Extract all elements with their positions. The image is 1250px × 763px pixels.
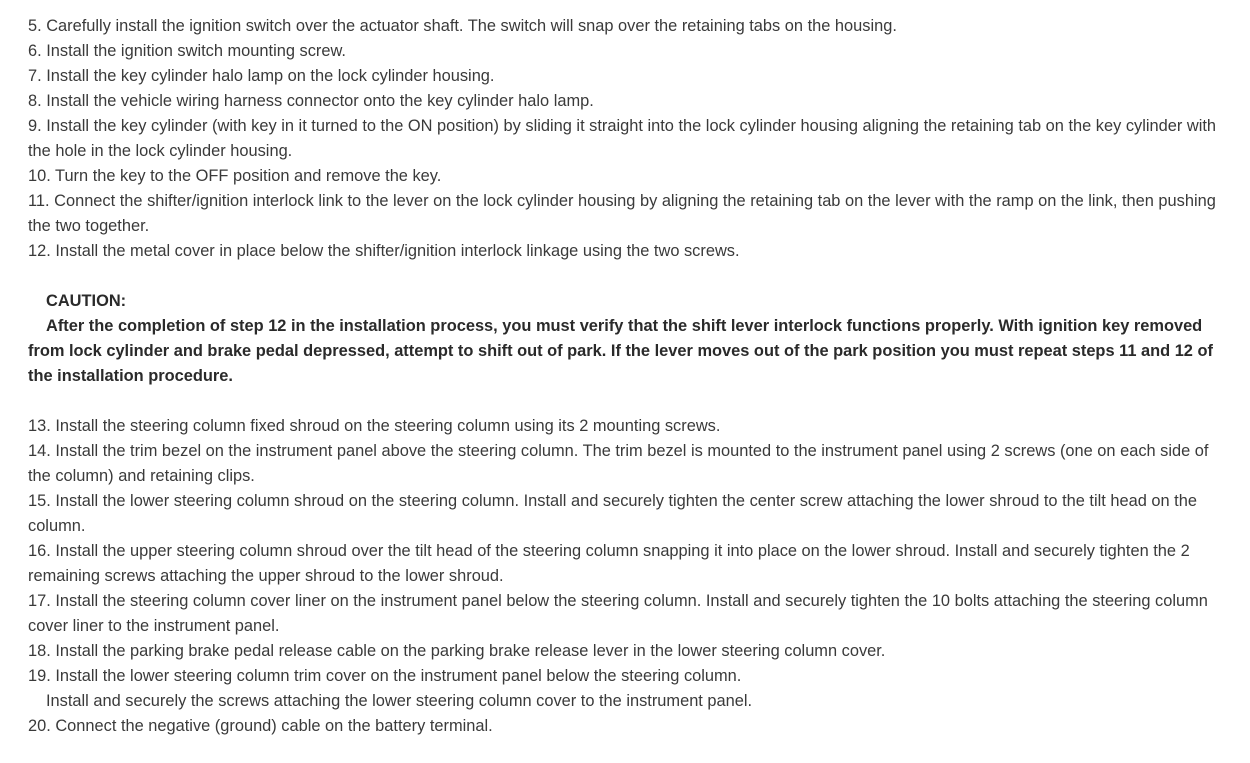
step-12: 12. Install the metal cover in place below the shifter/ignition interlock linkage using the two screws. [28,242,740,260]
step-11: 11. Connect the shifter/ignition interlock link to the lever on the lock cylinder housing by aligning the retaining tab on the lever with the ramp on the link, then pushing the two together. [28,192,1216,235]
instructions-document [28,14,1230,739]
step-17: 17. Install the steering column cover liner on the instrument panel below the steering column. Install and securely tighten the 10 bolts attaching the steering column cover liner to the instrument panel. [28,592,1208,635]
step-7: 7. Install the key cylinder halo lamp on the lock cylinder housing. [28,67,495,85]
step-19-continued: Install and securely the screws attaching the lower steering column cover to the instrument panel. [46,692,753,710]
step-8: 8. Install the vehicle wiring harness connector onto the key cylinder halo lamp. [28,92,594,110]
caution-title: CAUTION: [46,292,127,310]
caution-body [28,314,1230,389]
step-16: 16. Install the upper steering column shroud over the tilt head of the steering column snapping it into place on the lower shroud. Install and securely tighten the 2 remaining screws attaching the upper shroud to the lower shroud. [28,542,1190,585]
step-10: 10. Turn the key to the OFF position and remove the key. [28,167,442,185]
step-6: 6. Install the ignition switch mounting screw. [28,42,346,60]
step-20: 20. Connect the negative (ground) cable on the battery terminal. [28,717,493,735]
step-15: 15. Install the lower steering column shroud on the steering column. Install and securely tighten the center screw attaching the lower shroud to the tilt head on the column. [28,492,1197,535]
step-14: 14. Install the trim bezel on the instrument panel above the steering column. The trim bezel is mounted to the instrument panel using 2 screws (one on each side of the column) and retaining clips. [28,442,1209,485]
step-9: 9. Install the key cylinder (with key in it turned to the ON position) by sliding it straight into the lock cylinder housing aligning the retaining tab on the key cylinder with the hole in the lock cylinder housing. [28,117,1217,160]
caution-text: After the completion of step 12 in the installation process, you must verify that the shift lever interlock functions properly. With ignition key removed from lock cylinder and brake pedal depressed, attempt to shift out of park. If the lever moves out of the park position you must repeat steps 11 and 12 of the installation procedure. [28,317,1213,385]
step-13: 13. Install the steering column fixed shroud on the steering column using its 2 mounting screws. [28,417,721,435]
step-19: 19. Install the lower steering column trim cover on the instrument panel below the steering column. [28,667,742,685]
step-18: 18. Install the parking brake pedal release cable on the parking brake release lever in the lower steering column cover. [28,642,886,660]
spacer [28,389,1230,414]
spacer [28,264,1230,289]
step-5: 5. Carefully install the ignition switch over the actuator shaft. The switch will snap over the retaining tabs on the housing. [28,17,897,35]
